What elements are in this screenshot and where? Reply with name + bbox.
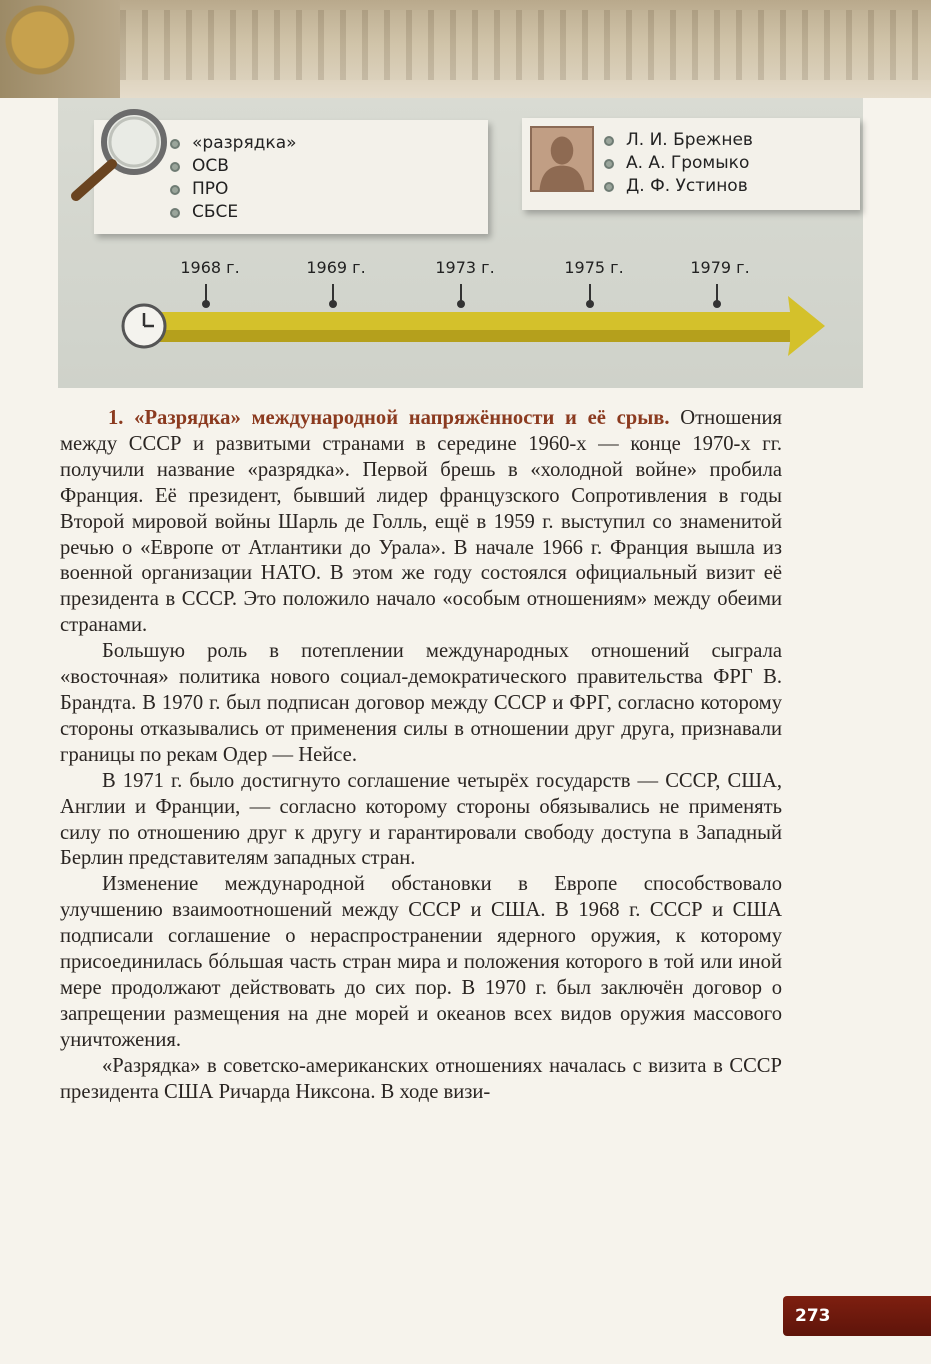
timeline-year: 1979 г. (690, 258, 750, 277)
term-item: «разрядка» (170, 132, 297, 155)
clock-icon (120, 302, 168, 350)
section-heading: 1. «Разрядка» международной напряжённости и её срыв. (108, 407, 670, 429)
timeline-year: 1975 г. (564, 258, 624, 277)
person-item: Д. Ф. Устинов (604, 175, 753, 198)
key-persons-list (604, 129, 753, 198)
timeline-year: 1973 г. (435, 258, 495, 277)
bullet-icon (604, 136, 614, 146)
key-terms-list (170, 132, 297, 224)
page-number: 273 (783, 1296, 931, 1336)
person-silhouette-icon (530, 126, 594, 192)
collage-image (120, 10, 931, 80)
timeline-marker (460, 284, 462, 304)
bullet-icon (170, 208, 180, 218)
bullet-icon (604, 182, 614, 192)
timeline-year: 1968 г. (180, 258, 240, 277)
term-item: ОСВ (170, 155, 297, 178)
person-item: А. А. Громыко (604, 152, 753, 175)
paragraph: В 1971 г. было достигнуто соглашение четырёх государств — СССР, США, Англии и Франции, — согласно которому стороны обязывались не применять силу по отношению друг к другу и гарантировали свободу доступа в Западный Берлин представителям западных стран. (60, 769, 782, 870)
decorative-header-banner (0, 0, 931, 98)
timeline-marker (589, 284, 591, 304)
paragraph: 1. «Разрядка» международной напряжённости и её срыв. Отношения между СССР и развитыми странами в середине 1960-х — конце 1970-х гг. получили название «разрядка». Первой брешь в «холодной войне» пробила Франция. Её президент, бывший лидер французского Сопротивления в годы Второй мировой войны Шарль де Голль, ещё в 1959 г. выступил со знаменитой речью о «Европе от Атлантики до Урала». В начале 1966 г. Франция вышла из военной организации НАТО. В этом же году состоялся официальный визит её президента в СССР. Это положило начало «особым отношениям» между обеими странами. (60, 407, 782, 637)
magnifier-icon (66, 104, 176, 204)
timeline-marker (332, 284, 334, 304)
timeline-marker (716, 284, 718, 304)
emblem-image (0, 0, 120, 98)
paragraph: Изменение международной обстановки в Европе способствовало улучшению взаимоотношений между СССР и США. В 1968 г. СССР и США подписали соглашение о нераспространении ядерного оружия, к которому присоединилась бóльшая часть стран мира и положения которого в той или иной мере продолжают действовать до сих пор. В 1970 г. был заключён договор о запрещении размещения на дне морей и океанов всех видов оружия массового уничтожения. (60, 873, 782, 1051)
bullet-icon (604, 159, 614, 169)
paragraph: «Разрядка» в советско-американских отношениях началась с визита в СССР президента США Ричарда Никсона. В ходе визи- (60, 1054, 782, 1103)
term-item: СБСЕ (170, 201, 297, 224)
term-item: ПРО (170, 178, 297, 201)
timeline-year: 1969 г. (306, 258, 366, 277)
bullet-icon (170, 162, 180, 172)
timeline-marker (205, 284, 207, 304)
paragraph: Большую роль в потеплении международных отношений сыграла «восточная» политика нового социал-демократического правительства ФРГ В. Брандта. В 1970 г. был подписан договор между СССР и ФРГ, согласно которому стороны отказывались от применения силы в отношении друг друга, признавали границы по рекам Одер — Нейсе. (60, 640, 782, 766)
bullet-icon (170, 185, 180, 195)
section-text (60, 406, 782, 1105)
person-item: Л. И. Брежнев (604, 129, 753, 152)
bullet-icon (170, 139, 180, 149)
timeline (120, 252, 840, 362)
